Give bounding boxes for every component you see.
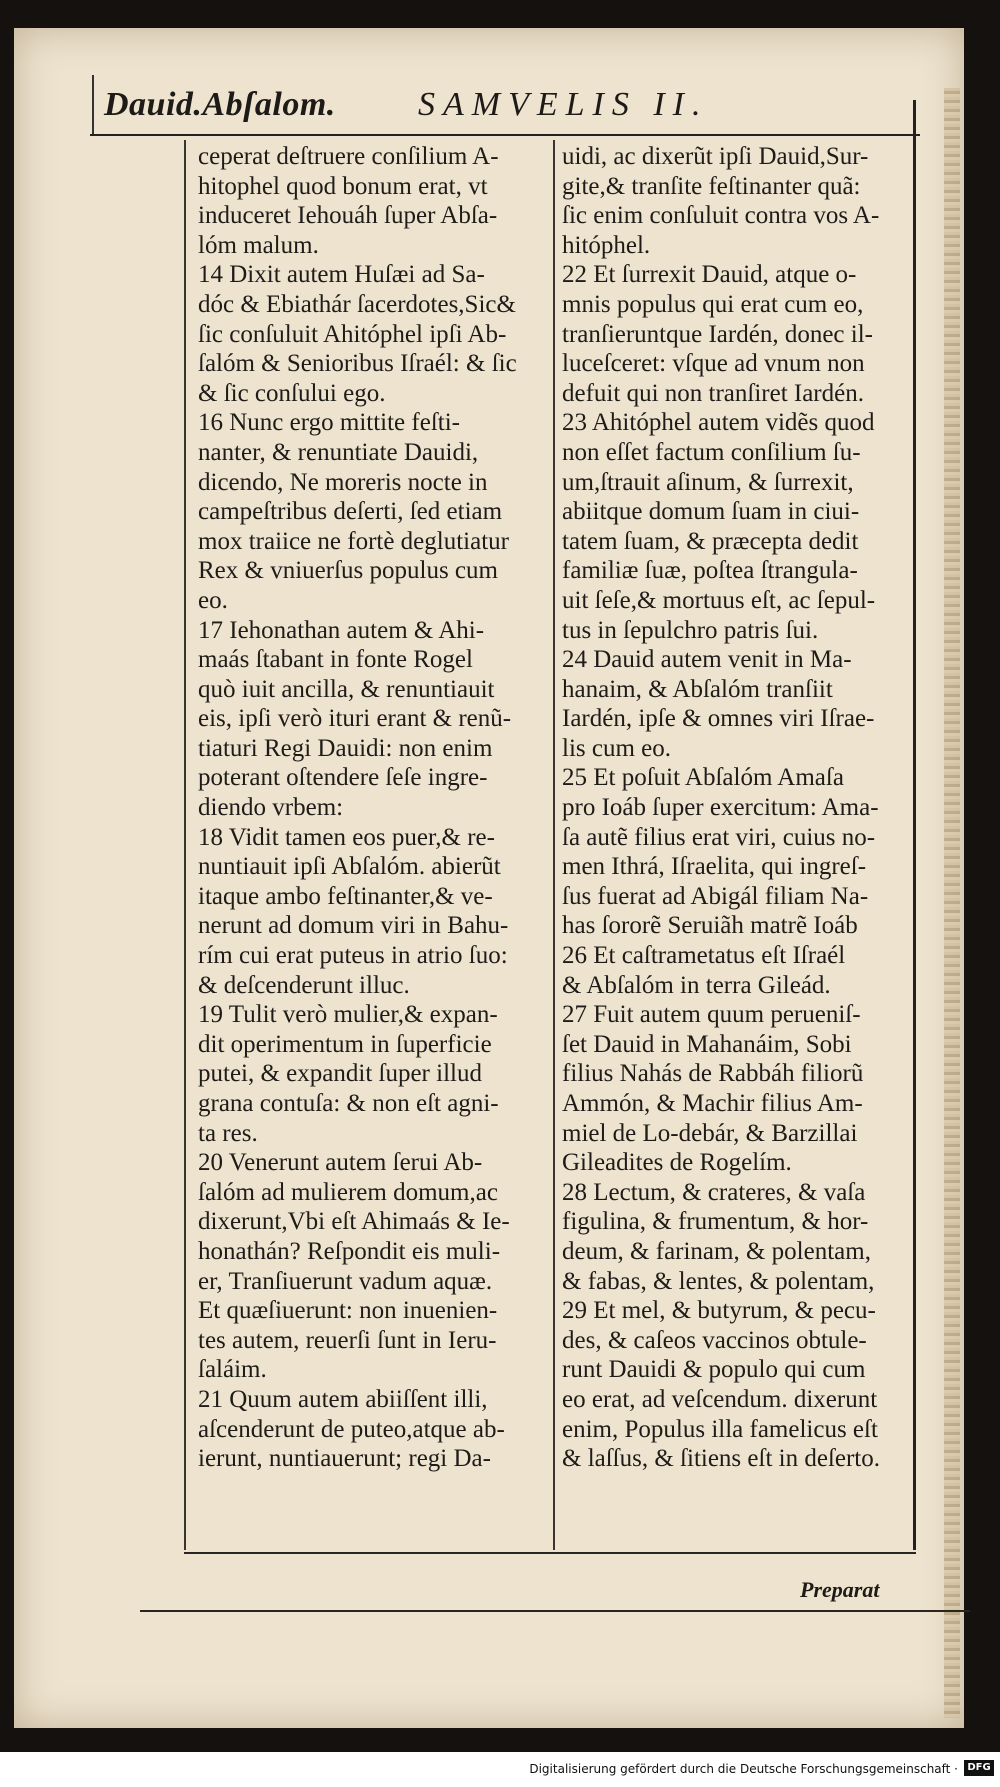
text-line: maás ſtabant in fonte Rogel bbox=[198, 646, 473, 674]
bottom-rule bbox=[184, 1552, 916, 1554]
text-line: 18 Vidit tamen eos puer,& re- bbox=[198, 823, 495, 851]
text-line: tiaturi Regi Dauidi: non enim bbox=[198, 734, 493, 762]
text-line: mnis populus qui erat cum eo, bbox=[562, 290, 864, 318]
text-line: 29 Et mel, & butyrum, & pecu- bbox=[562, 1297, 876, 1325]
text-line: ſa autẽ filius erat viri, cuius no- bbox=[562, 823, 876, 851]
text-line: 14 Dixit autem Huſæi ad Sa- bbox=[198, 261, 485, 289]
text-line: des, & caſeos vaccinos obtule- bbox=[562, 1326, 867, 1354]
text-line: lis cum eo. bbox=[562, 734, 672, 762]
text-line: ierunt, nuntiauerunt; regi Da- bbox=[198, 1445, 491, 1473]
catchword: Preparat bbox=[800, 1577, 880, 1602]
column-left-rule bbox=[184, 140, 186, 1550]
text-line: & ſic conſului ego. bbox=[198, 379, 386, 407]
text-line: gite,& tranſite feſtinanter quã: bbox=[562, 172, 861, 200]
text-line: enim, Populus illa famelicus eſt bbox=[562, 1415, 878, 1443]
text-line: uidi, ac dixerũt ipſi Dauid,Sur- bbox=[562, 143, 869, 170]
text-line: ſus fuerat ad Abigál filiam Na- bbox=[562, 882, 869, 910]
text-line: ſalóm ad mulierem domum,ac bbox=[198, 1178, 498, 1206]
text-line: ſic enim conſuluit contra vos A- bbox=[562, 202, 880, 230]
text-line: runt Dauidi & populo qui cum bbox=[562, 1356, 866, 1384]
text-line: ſic conſuluit Ahitóphel ipſi Ab- bbox=[198, 320, 507, 348]
text-line: grana contuſa: & non eſt agni- bbox=[198, 1090, 499, 1117]
text-line: quò iuit ancilla, & renuntiauit bbox=[198, 675, 495, 703]
text-line: Gileadites de Rogelím. bbox=[562, 1149, 792, 1177]
text-line: 20 Venerunt autem ſerui Ab- bbox=[198, 1149, 483, 1177]
text-line: uit ſeſe,& mortuus eſt, ac ſepul- bbox=[562, 586, 876, 614]
dfg-logo: DFG bbox=[964, 1760, 994, 1776]
text-line: Et quæſiuerunt: non inuenien- bbox=[198, 1297, 498, 1325]
text-line: & Abſalóm in terra Gileád. bbox=[562, 971, 831, 999]
text-line: 16 Nunc ergo mittite feſti- bbox=[198, 409, 460, 437]
page-right-rule bbox=[913, 100, 916, 1550]
text-line: tus in ſepulchro patris ſui. bbox=[562, 616, 819, 644]
running-head-left: Dauid.Abſalom. bbox=[104, 86, 336, 123]
text-line: & deſcenderunt illuc. bbox=[198, 971, 410, 999]
text-line: abiitque domum ſuam in ciui- bbox=[562, 498, 860, 526]
text-line: hitóphel. bbox=[562, 231, 651, 259]
text-line: er, Tranſiuerunt vadum aquæ. bbox=[198, 1267, 493, 1295]
text-line: 28 Lectum, & crateres, & vaſa bbox=[562, 1178, 866, 1206]
text-line: ta res. bbox=[198, 1119, 258, 1147]
text-line: 26 Et caſtrametatus eſt Iſraél bbox=[562, 942, 846, 970]
text-line: has ſororẽ Seruiãh matrẽ Ioáb bbox=[562, 912, 858, 940]
text-line: filius Nahás de Rabbáh filiorũ bbox=[562, 1060, 864, 1088]
text-line: induceret Iehouáh ſuper Abſa- bbox=[198, 202, 498, 230]
text-line: ſalóm & Senioribus Iſraél: & ſic bbox=[198, 350, 517, 378]
text-line: familiæ ſuæ, poſtea ſtrangula- bbox=[562, 557, 858, 585]
text-line: dit operimentum in ſuperficie bbox=[198, 1030, 492, 1058]
text-line: eo erat, ad veſcendum. dixerunt bbox=[562, 1385, 878, 1413]
text-line: hitophel quod bonum erat, vt bbox=[198, 172, 488, 200]
page-edge bbox=[944, 88, 960, 1718]
text-line: pro Ioáb ſuper exercitum: Ama- bbox=[562, 794, 879, 822]
text-line: ceperat deſtruere conſilium A- bbox=[198, 143, 499, 170]
text-line: nanter, & renuntiate Dauidi, bbox=[198, 438, 479, 466]
text-line: diendo vrbem: bbox=[198, 794, 344, 822]
text-line: hanaim, & Abſalóm tranſiit bbox=[562, 675, 833, 703]
text-line: miel de Lo-debár, & Barzillai bbox=[562, 1119, 858, 1147]
text-line: Ammón, & Machir filius Am- bbox=[562, 1090, 863, 1117]
text-line: nuntiauit ipſi Abſalóm. abierũt bbox=[198, 853, 501, 881]
text-line: 25 Et poſuit Abſalóm Amaſa bbox=[562, 764, 844, 792]
text-line: ſet Dauid in Mahanáim, Sobi bbox=[562, 1030, 852, 1058]
text-line: 21 Quum autem abiiſſent illi, bbox=[198, 1385, 488, 1413]
running-head bbox=[90, 82, 920, 136]
text-line: deum, & farinam, & polentam, bbox=[562, 1237, 871, 1265]
text-line: 17 Iehonathan autem & Ahi- bbox=[198, 616, 485, 644]
text-line: & laſſus, & ſitiens eſt in deſerto. bbox=[562, 1445, 881, 1473]
text-line: lóm malum. bbox=[198, 231, 319, 259]
text-line: putei, & expandit ſuper illud bbox=[198, 1060, 482, 1088]
text-line: mox traiice ne fortè deglutiatur bbox=[198, 527, 509, 555]
text-line: figulina, & frumentum, & hor- bbox=[562, 1208, 869, 1236]
text-line: ſaláim. bbox=[198, 1356, 267, 1384]
text-line: Rex & vniuerſus populus cum bbox=[198, 557, 498, 585]
text-line: 19 Tulit verò mulier,& expan- bbox=[198, 1001, 498, 1029]
text-line: 27 Fuit autem quum perueniſ- bbox=[562, 1001, 861, 1029]
text-line: men Ithrá, Iſraelita, qui ingreſ- bbox=[562, 853, 867, 881]
column-divider bbox=[553, 140, 555, 1550]
text-line: dicendo, Ne moreris nocte in bbox=[198, 468, 488, 496]
running-head-title: SAMVELIS II. bbox=[418, 86, 709, 123]
text-line: dóc & Ebiathár ſacerdotes,Sic& bbox=[198, 290, 516, 318]
text-line: luceſceret: vſque ad vnum non bbox=[562, 350, 865, 378]
text-line: 24 Dauid autem venit in Ma- bbox=[562, 646, 852, 674]
text-line: eo. bbox=[198, 586, 228, 614]
text-line: aſcenderunt de puteo,atque ab- bbox=[198, 1415, 505, 1443]
bottom-rule-outer bbox=[140, 1610, 970, 1612]
text-line: tes autem, reuerſi ſunt in Ieru- bbox=[198, 1326, 497, 1354]
text-line: eis, ipſi verò ituri erant & renũ- bbox=[198, 705, 512, 733]
digitization-footer bbox=[0, 1752, 1000, 1787]
text-line: nerunt ad domum viri in Bahu- bbox=[198, 912, 509, 940]
text-line: itaque ambo feſtinanter,& ve- bbox=[198, 882, 493, 910]
text-line: Iardén, ipſe & omnes viri Iſrae- bbox=[562, 705, 875, 733]
text-line: dixerunt,Vbi eſt Ahimaás & Ie- bbox=[198, 1208, 510, 1236]
text-line: honathán? Reſpondit eis mulі- bbox=[198, 1237, 501, 1265]
text-line: campeſtribus deſerti, ſed etiam bbox=[198, 498, 503, 526]
text-line: tranſieruntque Iardén, donec il- bbox=[562, 320, 873, 348]
text-column-left bbox=[198, 142, 543, 1474]
text-line: tatem ſuam, & præcepta dedit bbox=[562, 527, 859, 555]
text-line: 23 Ahitóphel autem vidẽs quod bbox=[562, 409, 875, 437]
text-line: poterant oſtendere ſeſe ingre- bbox=[198, 764, 488, 792]
text-line: 22 Et ſurrexit Dauid, atque o- bbox=[562, 261, 857, 289]
text-line: rím cui erat puteus in atrio ſuo: bbox=[198, 942, 508, 970]
text-column-right bbox=[562, 142, 912, 1474]
text-line: defuit qui non tranſiret Iardén. bbox=[562, 379, 864, 407]
text-line: & fabas, & lentes, & polentam, bbox=[562, 1267, 875, 1295]
text-line: um,ſtrauit aſinum, & ſurrexit, bbox=[562, 468, 854, 496]
text-line: non eſſet factum conſilium ſu- bbox=[562, 438, 861, 466]
footer-credit: Digitalisierung gefördert durch die Deutsche Forschungsgemeinschaft · bbox=[529, 1762, 958, 1776]
